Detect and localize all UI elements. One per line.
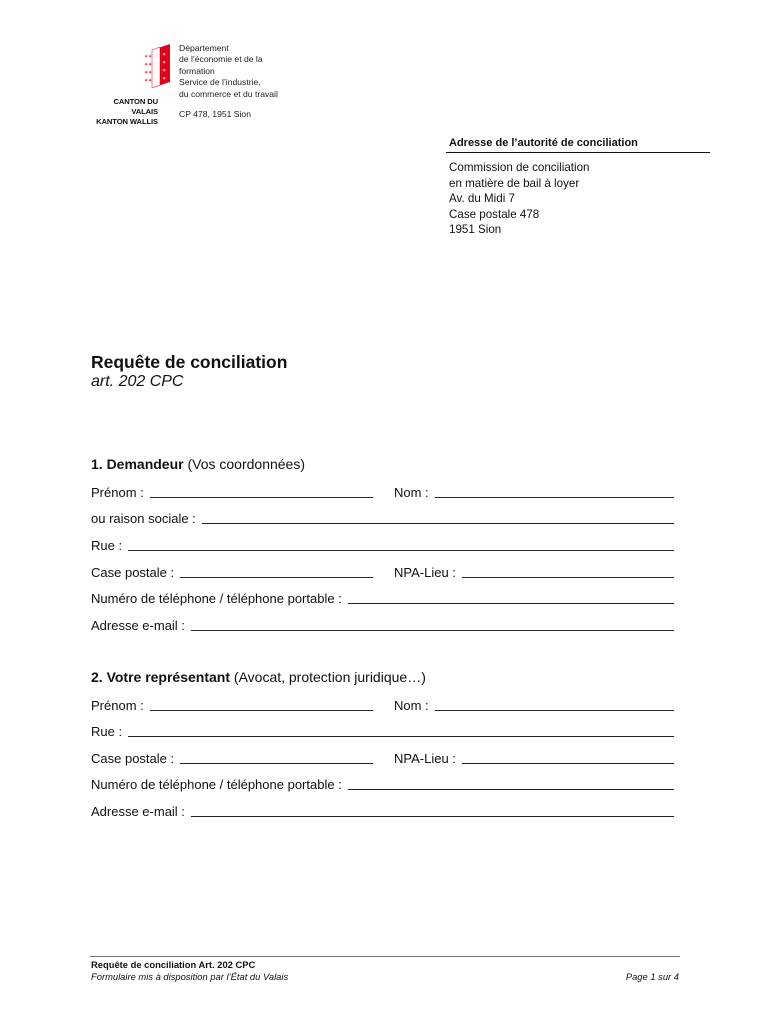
footer-subtitle: Formulaire mis à disposition par l’État du Valais <box>91 971 289 982</box>
representant-email-field[interactable]: Adresse e-mail : <box>91 802 674 820</box>
canton-name: CANTON DU VALAIS KANTON WALLIS <box>96 97 158 126</box>
svg-text:✶: ✶ <box>144 62 149 68</box>
section-2-row-postale <box>91 749 674 769</box>
svg-text:✶: ✶ <box>162 76 167 82</box>
representant-npa-lieu-field[interactable]: NPA-Lieu : <box>394 749 674 767</box>
footer-divider <box>90 956 680 957</box>
demandeur-email-field[interactable]: Adresse e-mail : <box>91 616 674 634</box>
demandeur-telephone-field[interactable]: Numéro de téléphone / téléphone portable : <box>91 589 674 607</box>
representant-prenom-field[interactable]: Prénom : <box>91 696 373 714</box>
section-2-row-name <box>91 696 674 716</box>
svg-text:✶: ✶ <box>162 52 167 58</box>
svg-text:✶: ✶ <box>148 62 153 68</box>
section-1-heading: 1. Demandeur (Vos coordonnées) <box>91 456 306 472</box>
footer-title: Requête de conciliation Art. 202 CPC <box>91 959 256 970</box>
svg-text:✶: ✶ <box>162 68 167 74</box>
section-2-row-telephone <box>91 775 674 795</box>
svg-text:✶: ✶ <box>148 70 153 76</box>
svg-text:✶: ✶ <box>144 54 149 60</box>
representant-case-postale-field[interactable]: Case postale : <box>91 749 373 767</box>
svg-text:✶: ✶ <box>148 54 153 60</box>
section-2-row-email <box>91 802 674 822</box>
demandeur-npa-lieu-field[interactable]: NPA-Lieu : <box>394 563 674 581</box>
svg-text:✶: ✶ <box>148 78 153 84</box>
demandeur-prenom-field[interactable]: Prénom : <box>91 483 373 501</box>
svg-text:✶: ✶ <box>144 70 149 76</box>
demandeur-case-postale-field[interactable]: Case postale : <box>91 563 373 581</box>
postal-address: CP 478, 1951 Sion <box>179 109 251 119</box>
demandeur-nom-field[interactable]: Nom : <box>394 483 674 501</box>
representant-nom-field[interactable]: Nom : <box>394 696 674 714</box>
authority-divider <box>446 152 710 153</box>
authority-address: Commission de conciliation en matière de bail à loyer Av. du Midi 7 Case postale 478 1951 Sion <box>449 161 590 236</box>
section-2-row-rue <box>91 722 674 742</box>
section-1-row-raison <box>91 509 674 529</box>
department-name: Département de l’économie et de la formation Service de l’industrie, du commerce et du travail <box>179 43 278 99</box>
representant-rue-field[interactable]: Rue : <box>91 722 674 740</box>
section-1-row-postale <box>91 563 674 583</box>
section-1-row-telephone <box>91 589 674 609</box>
section-2-heading: 2. Votre représentant (Avocat, protection juridique…) <box>91 669 426 685</box>
document-title: Requête de conciliation <box>91 352 288 372</box>
document-subtitle: art. 202 CPC <box>91 373 184 390</box>
valais-coat-of-arms-icon <box>138 42 176 94</box>
svg-text:✶: ✶ <box>162 60 167 66</box>
section-1-row-rue <box>91 536 674 556</box>
section-1-row-name <box>91 483 674 503</box>
section-1-row-email <box>91 616 674 636</box>
page-number: Page 1 sur 4 <box>625 971 679 982</box>
svg-text:✶: ✶ <box>144 78 149 84</box>
representant-telephone-field[interactable]: Numéro de téléphone / téléphone portable : <box>91 775 674 793</box>
authority-title: Adresse de l’autorité de conciliation <box>449 137 638 149</box>
demandeur-rue-field[interactable]: Rue : <box>91 536 674 554</box>
demandeur-raison-sociale-field[interactable]: ou raison sociale : <box>91 509 674 527</box>
